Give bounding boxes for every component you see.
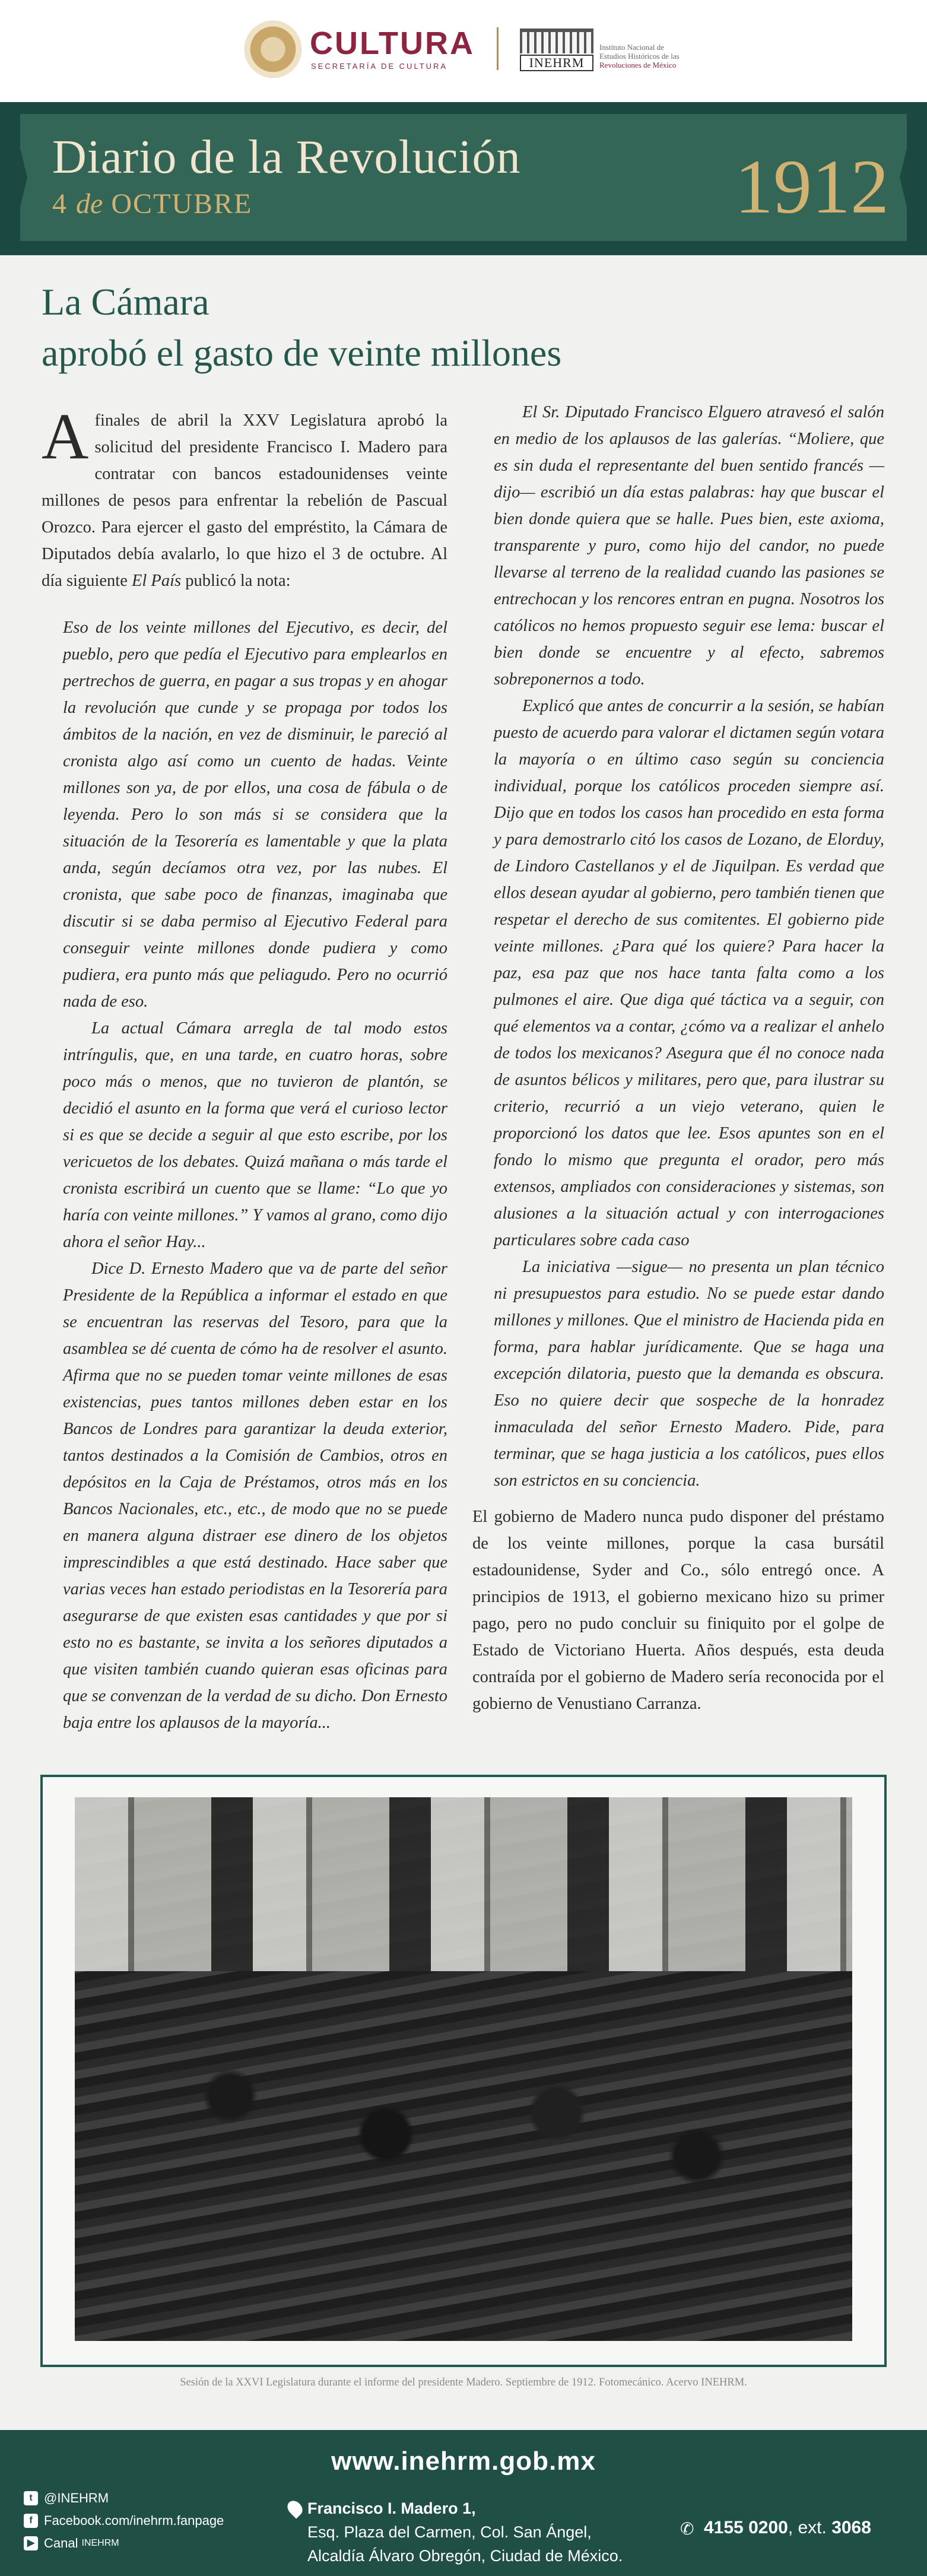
address-line2: Esq. Plaza del Carmen, Col. San Ángel, <box>307 2523 592 2541</box>
social-links <box>24 2487 224 2555</box>
quoted-note <box>42 614 447 1736</box>
logo-divider <box>497 27 499 70</box>
phone-ext-label: , ext. <box>788 2518 827 2537</box>
inehrm-name-line3: Revoluciones de México <box>599 61 677 69</box>
facebook-link[interactable] <box>24 2510 224 2532</box>
quote-paragraph-4: El Sr. Diputado Francisco Elguero atravesó el salón en medio de los aplausos de las galerías. “Moliere, que es sin duda el representante del buen sentido francés —dijo— escribió un día estas palabras: hay que buscar el bien donde quiera que se halle. Pues bien, este axioma, transparente y puro, como hijo del candor, no puede llevarse al terreno de la realidad cuando las pasiones se entrechocan y los rencores entran en pugna. Nosotros los católicos no hemos propuesto seguir ese lema: buscar el bien donde se encuentre y al efecto, sabremos sobreponernos a todo. <box>494 403 884 689</box>
youtube-link[interactable] <box>24 2532 224 2555</box>
quote-paragraph-1: Eso de los veinte millones del Ejecutivo, es decir, del pueblo, pero que pedía el Ejecutivo para emplearlos en pertrechos de guerra, en pagar a sus tropas y en ahogar la revolución que cunde y se propaga por todos los ámbitos de la nación, en vez de disminuir, le pareció al cronista algo así como un cuento de hadas. Veinte millones son ya, de por ellos, una cosa de fábula o de leyenda. Pero lo son más si se considera que la situación de la Tesorería es lamentable y que la plata anda, según decíamos otra vez, por las nubes. El cronista, que sabe poco de finanzas, imaginaba que discutir si se daba permiso al Ejecutivo Federal para conseguir veinte millones donde pudiera y como pudiera, era punto más que peliagudo. Pero no ocurrió nada de eso. <box>63 618 447 1011</box>
intro-end: publicó la nota: <box>185 572 291 590</box>
headline-line1: La Cámara <box>42 281 209 323</box>
address-line3: Alcaldía Álvaro Obregón, Ciudad de México. <box>307 2547 623 2565</box>
article-column-left <box>42 400 447 1736</box>
phone-block <box>680 2518 871 2538</box>
youtube-channel: INEHRM <box>81 2538 119 2548</box>
closing-paragraph: El gobierno de Madero nunca pudo disponer del préstamo de los veinte millones, porque la casa bursátil estadounidense, Syder and Co., sólo entregó once. A principios de 1913, el gobierno mexicano hizo su primer pago, pero no pudo concluir su finiquito por el golpe de Estado de Victoriano Huerta. Años después, esta deuda contraída por el gobierno de Madero sería reconocida por el gobierno de Venustiano Carranza. <box>472 1508 884 1713</box>
location-pin-icon <box>284 2498 305 2518</box>
intro-text: finales de abril la XXV Legislatura aprobó la solicitud del presidente Francisco I. Madero para contratar con bancos estadounidenses veinte millones de pesos para enfrentar la rebelión de Pascual Orozco. Para ejercer el gasto del empréstito, la Cámara de Diputados debía avalarlo, lo que hizo el 3 de octubre. Al día siguiente <box>42 411 447 590</box>
website-link[interactable]: www.inehrm.gob.mx <box>331 2447 596 2476</box>
cultura-logo-text: CULTURA <box>310 26 475 61</box>
footer <box>0 2430 927 2576</box>
banner-date <box>52 188 252 220</box>
intro-paragraph <box>42 400 447 594</box>
article-column-right <box>472 399 884 1717</box>
youtube-icon: ▶ <box>24 2536 38 2550</box>
title-banner-ribbon <box>20 114 907 241</box>
date-day: 4 <box>52 188 68 220</box>
youtube-label: Canal <box>44 2536 78 2550</box>
chamber-session-photo <box>75 1797 852 2341</box>
quote-paragraph-2: La actual Cámara arregla de tal modo estos intríngulis, que, en una tarde, en cuatro horas, sobre poco más o menos, que no tuvieron de plantón, se decidió el asunto en la forma que verá el curioso lector si es que se decide a seguir al que esto escribe, por los vericuetos de los debates. Quizá mañana o más tarde el cronista escribirá un cuento que se llame: “Lo que yo haría con veinte millones.” Y vamos al grano, como dijo ahora el señor Hay... <box>63 1019 447 1251</box>
quote-paragraph-6: La iniciativa —sigue— no presenta un plan técnico ni presupuestos para estudio. No se puede estar dando millones y millones. Que el ministro de Hacienda pida en forma, para hablar jurídicamente. Que se haga una excepción dilatoria, puesto que la demanda es obscura. Eso no quiere decir que sospeche de la honradez inmaculada del señor Ernesto Madero. Pide, para terminar, que se haga justicia a los católicos, pues ellos son estrictos en su conciencia. <box>494 1258 884 1490</box>
quote-paragraph-5: Explicó que antes de concurrir a la sesión, se habían puesto de acuerdo para valorar el dictamen según votara la mayoría o en último caso según su conciencia individual, porque los católicos proceden siempre así. Dijo que en todos los casos han procedido en esta forma y para demostrarlo citó los casos de Lozano, de Elorduy, de Lindoro Castellanos y el de Jiquilpan. Es verdad que ellos desean ayudar al gobierno, pero también tienen que respetar el derecho de sus comitentes. El gobierno pide veinte millones. ¿Para qué los quiere? Para hacer la paz, esa paz que nos hace tanta falta como a los pulmones el aire. Que diga qué táctica va a seguir, con qué elementos va a contar, ¿cómo va a realizar el anhelo de todos los mexicanos? Asegura que él no conoce nada de asuntos bélicos y militares, pero que, para ilustrar su criterio, recurrió a un viejo veterano, quien le proporcionó los datos que lee. Esos apuntes son en el fondo lo mismo que pregunta el orador, pero más extensos, ampliados con consideraciones y sistemas, son alusiones a la situación actual y con interrogaciones particulares sobre cada caso <box>494 697 884 1249</box>
quoted-note-continued <box>472 399 884 1494</box>
logo-bar <box>0 0 927 102</box>
facebook-icon: f <box>24 2514 38 2528</box>
twitter-icon: t <box>24 2491 38 2505</box>
cultura-logo-subtitle: SECRETARÍA DE CULTURA <box>311 62 448 71</box>
facebook-handle: Facebook.com/inehrm.fanpage <box>44 2513 224 2528</box>
drop-cap: A <box>42 400 89 472</box>
headline-line2: aprobó el gasto de veinte millones <box>42 332 562 374</box>
article-headline <box>42 277 561 379</box>
address-block <box>307 2496 623 2568</box>
date-month: OCTUBRE <box>111 188 253 220</box>
inehrm-building-icon <box>520 28 593 53</box>
inehrm-full-name <box>599 43 712 69</box>
photo-frame <box>40 1775 887 2367</box>
cultura-seal-logo <box>245 21 301 78</box>
photo-caption: Sesión de la XXVI Legislatura durante el informe del presidente Madero. Septiembre de 1912. Fotomecánico. Acervo INEHRM. <box>180 2377 747 2388</box>
date-de: de <box>76 188 103 220</box>
inehrm-name-line1: Instituto Nacional de <box>599 43 665 52</box>
phone-number: 4155 0200 <box>704 2518 788 2537</box>
newspaper-name: El País <box>131 572 182 590</box>
series-title: Diario de la Revolución <box>52 131 521 183</box>
inehrm-logo-text: INEHRM <box>520 55 593 71</box>
inehrm-name-line2: Estudios Históricos de las <box>599 52 680 61</box>
banner-year: 1912 <box>735 144 889 230</box>
phone-icon: ✆ <box>680 2520 694 2538</box>
inehrm-logo <box>520 28 593 70</box>
phone-ext-number: 3068 <box>831 2518 871 2537</box>
address-line1: Francisco I. Madero 1, <box>307 2499 476 2517</box>
title-banner <box>0 102 927 255</box>
twitter-link[interactable] <box>24 2487 224 2510</box>
twitter-handle: @INEHRM <box>44 2491 109 2505</box>
quote-paragraph-3: Dice D. Ernesto Madero que va de parte del señor Presidente de la República a informar el estado en que se encuentran las reservas del Tesoro, para que la asamblea se dé cuenta de cómo ha de resolver el asunto. Afirma que no se pueden tomar veinte millones de esas existencias, pues tantos millones deben estar en los Bancos de Londres para garantizar la deuda exterior, tantos destinados a la Comisión de Cambios, otros en depósitos en la Caja de Préstamos, otros más en los Bancos Nacionales, etc., etc., de modo que no se puede en manera alguna distraer ese dinero de los objetos imprescindibles a que está destinado. Hace saber que varias veces han estado periodistas en la Tesorería para asegurarse de que existen esas cantidades y que por si esto no es bastante, se invita a los señores diputados a que visiten también cuando quieran esas oficinas para que se convenzan de la verdad de su dicho. Don Ernesto baja entre los aplausos de la mayoría... <box>63 1260 447 1732</box>
